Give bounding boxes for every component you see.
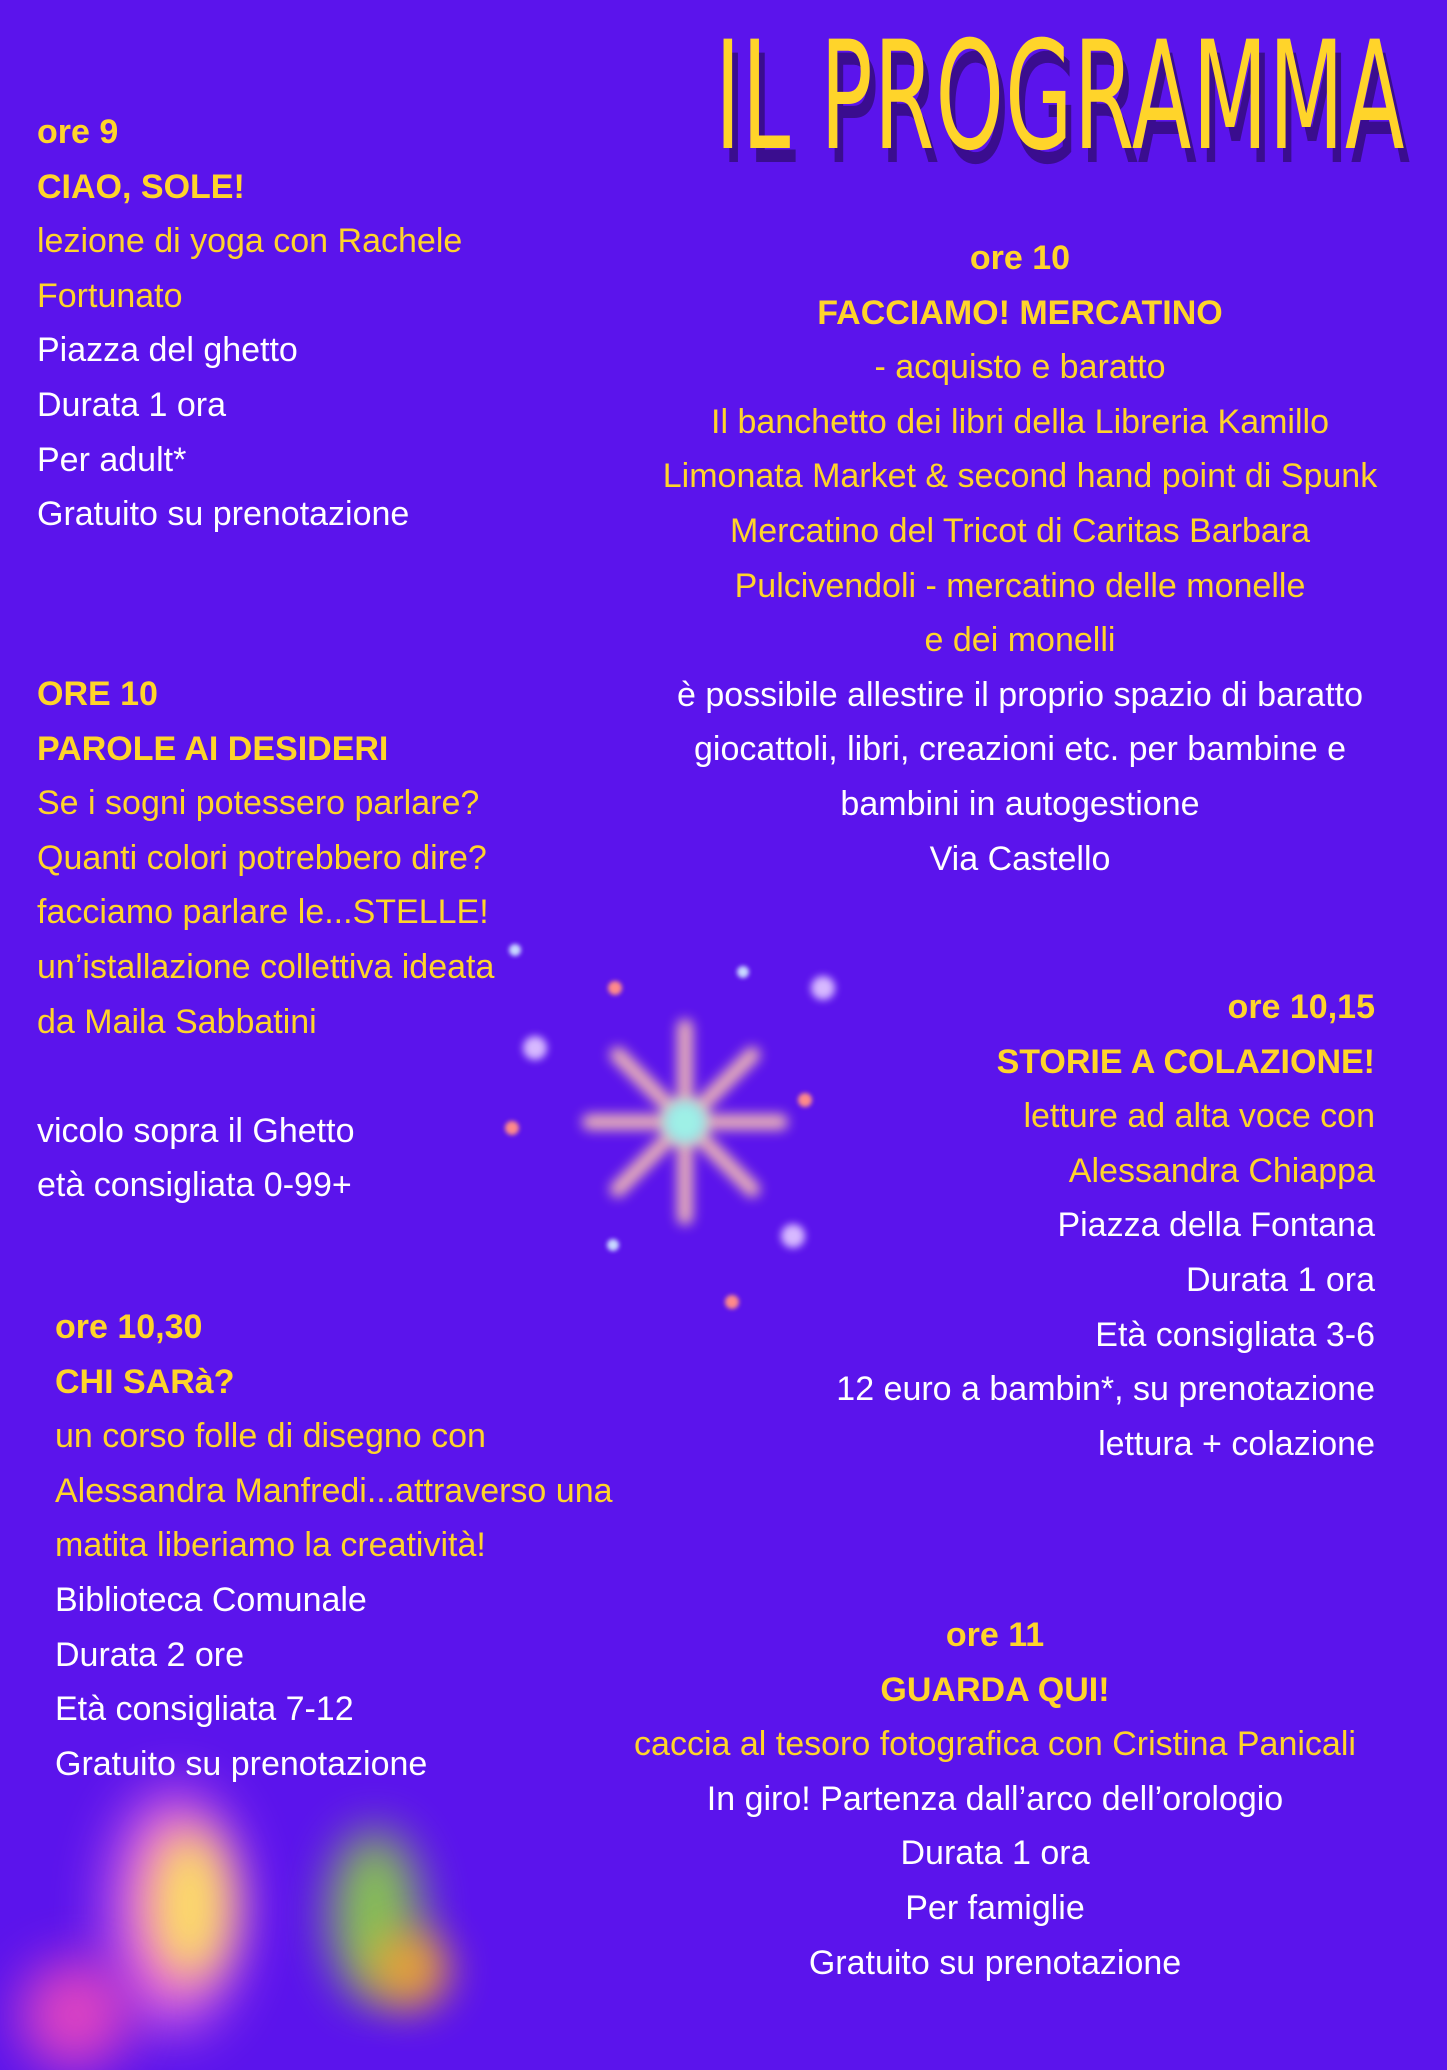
event-description-line: matita liberiamo la creatività!	[55, 1526, 486, 1565]
event-age: età consigliata 0-99+	[37, 1166, 352, 1205]
orange-glow-decoration	[370, 1930, 450, 2010]
event-detail-line: Limonata Market & second hand point di Spunk	[662, 457, 1378, 496]
green-glow-decoration	[330, 1830, 420, 2000]
event-price: Gratuito su prenotazione	[55, 1744, 428, 1783]
event-age: Età consigliata 3-6	[1095, 1315, 1375, 1354]
event-time: ORE 10	[37, 675, 158, 713]
event-description-line: Se i sogni potessero parlare?	[37, 784, 480, 823]
event-time: ore 10,30	[55, 1308, 203, 1346]
event-extra: lettura + colazione	[1098, 1424, 1375, 1463]
event-name: STORIE A COLAZIONE!	[996, 1042, 1375, 1081]
event-name: GUARDA QUI!	[880, 1670, 1110, 1709]
pink-glow-decoration	[110, 1790, 240, 2030]
event-description-line: Alessandra Chiappa	[1068, 1151, 1375, 1190]
event-duration: Durata 1 ora	[900, 1834, 1090, 1873]
event-description-line: - acquisto e baratto	[874, 348, 1166, 387]
event-detail-line: giocattoli, libri, creazioni etc. per bambine e	[694, 730, 1346, 769]
event-audience: Per famiglie	[905, 1888, 1085, 1927]
event-duration: Durata 1 ora	[37, 385, 226, 424]
event-duration: Durata 2 ore	[55, 1635, 244, 1674]
event-location: vicolo sopra il Ghetto	[37, 1111, 355, 1150]
event-duration: Durata 1 ora	[1186, 1260, 1375, 1299]
event-location: Piazza del ghetto	[37, 331, 298, 370]
event-name: CIAO, SOLE!	[37, 167, 245, 206]
event-time: ore 9	[37, 113, 119, 151]
event-location: Biblioteca Comunale	[55, 1580, 367, 1619]
magenta-glow-decoration	[20, 1960, 130, 2070]
event-detail-line: Pulcivendoli - mercatino delle monelle	[734, 566, 1306, 605]
event-description-line: un’istallazione collettiva ideata	[37, 947, 495, 986]
event-name: FACCIAMO! MERCATINO	[817, 293, 1223, 332]
event-description-line: Alessandra Manfredi...attraverso una	[55, 1471, 613, 1510]
event-description-line: Quanti colori potrebbero dire?	[37, 838, 487, 877]
event-description-line: facciamo parlare le...STELLE!	[37, 893, 489, 932]
event-description-line: da Maila Sabbatini	[37, 1002, 317, 1041]
event-detail-line: bambini in autogestione	[840, 784, 1200, 823]
event-facciamo-mercatino	[600, 231, 1440, 886]
event-description-line: un corso folle di disegno con	[55, 1417, 486, 1456]
event-time: ore 10	[969, 239, 1071, 277]
event-price: Gratuito su prenotazione	[37, 495, 410, 534]
event-age: Età consigliata 7-12	[55, 1690, 354, 1729]
event-name: PAROLE AI DESIDERI	[37, 729, 389, 768]
event-location: Via Castello	[929, 839, 1111, 878]
event-description-line: lezione di yoga con Rachele	[37, 222, 463, 261]
event-ciao-sole	[37, 105, 462, 542]
event-audience: Per adult*	[37, 440, 187, 479]
yellow-glow-decoration	[150, 1830, 230, 1980]
event-time: ore 10,15	[1227, 988, 1375, 1026]
page-title: IL PROGRAMMA	[715, 10, 1406, 184]
event-detail-line: è possibile allestire il proprio spazio di baratto	[676, 675, 1364, 714]
event-location: In giro! Partenza dall’arco dell’orologio	[706, 1779, 1284, 1818]
event-detail-line: e dei monelli	[924, 621, 1116, 660]
event-name: CHI SARà?	[55, 1362, 235, 1401]
event-detail-line: Mercatino del Tricot di Caritas Barbara	[729, 511, 1311, 550]
event-description-line: caccia al tesoro fotografica con Cristina Panicali	[634, 1725, 1356, 1764]
event-storie-a-colazione	[700, 980, 1375, 1471]
event-chi-sara	[55, 1300, 613, 1791]
event-location: Piazza della Fontana	[1057, 1206, 1375, 1245]
event-description-line: Fortunato	[37, 276, 183, 315]
event-description-line: letture ad alta voce con	[1023, 1097, 1375, 1136]
event-guarda-qui	[575, 1608, 1415, 1990]
event-price: 12 euro a bambin*, su prenotazione	[836, 1370, 1375, 1409]
event-time: ore 11	[945, 1616, 1045, 1654]
event-price: Gratuito su prenotazione	[808, 1943, 1182, 1982]
event-parole-ai-desideri	[37, 667, 494, 1213]
event-detail-line: Il banchetto dei libri della Libreria Kamillo	[711, 402, 1329, 441]
